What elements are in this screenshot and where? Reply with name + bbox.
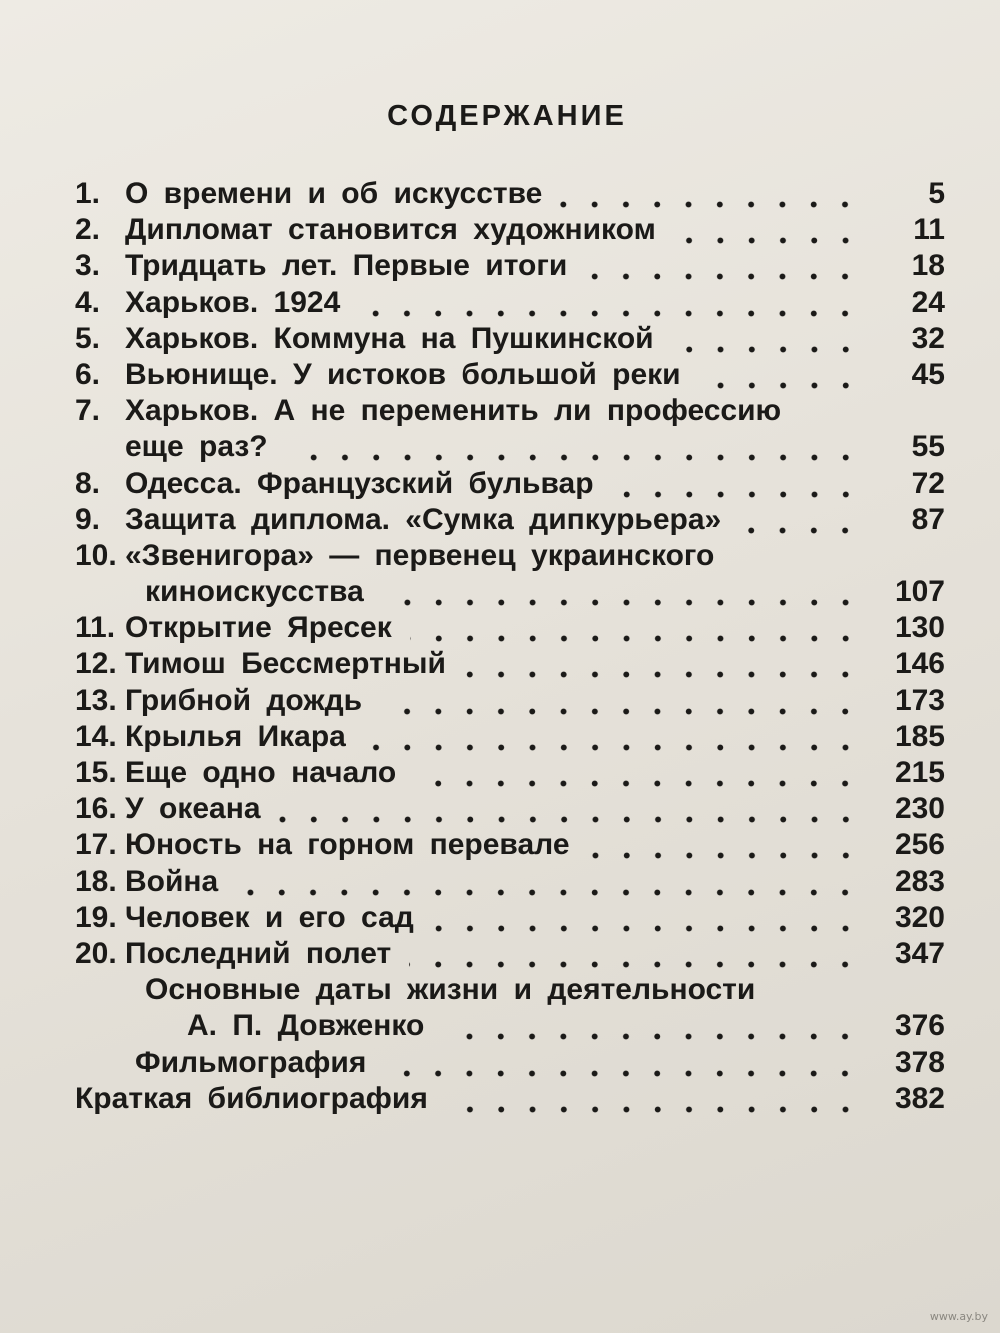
- toc-row: [75, 212, 945, 248]
- chapter-number: 7.: [75, 394, 101, 428]
- page-number: 146: [894, 647, 945, 681]
- chapter-number: 10.: [75, 538, 117, 572]
- chapter-title: Одесса. Французский бульвар: [125, 466, 594, 500]
- page-number: 55: [911, 430, 945, 464]
- page-number: 382: [894, 1081, 945, 1115]
- chapter-title: Еще одно начало: [125, 756, 397, 789]
- dot-leader: [612, 466, 861, 502]
- chapter-title: киноискусства: [145, 575, 364, 609]
- dot-leader: [364, 719, 861, 755]
- page-number: 376: [894, 1009, 945, 1043]
- chapter-number: 4.: [75, 285, 101, 319]
- dot-leader: [672, 321, 861, 357]
- toc-row: [75, 285, 945, 321]
- toc-row: [75, 936, 945, 972]
- dot-leader: [410, 610, 861, 646]
- dot-leader: [286, 429, 861, 465]
- page-title: СОДЕРЖАНИЕ: [387, 100, 627, 132]
- toc-row: [75, 466, 945, 502]
- dot-leader: [358, 285, 861, 321]
- page-number: 130: [894, 611, 945, 645]
- dot-leader: [446, 1081, 861, 1117]
- page-number: 347: [894, 936, 945, 970]
- toc-row: [75, 248, 945, 284]
- toc-row: [75, 827, 945, 863]
- chapter-title: Открытие Яресек: [125, 611, 392, 645]
- toc-row: [75, 321, 945, 357]
- dot-leader: [414, 755, 861, 791]
- page-number: 72: [911, 466, 945, 500]
- toc-row: [75, 610, 945, 646]
- toc-row-appendix: [75, 1045, 945, 1081]
- page-number: 11: [913, 213, 945, 247]
- toc-row-continuation: [75, 574, 945, 610]
- chapter-number: 14.: [75, 719, 117, 753]
- page-number: 173: [894, 683, 945, 717]
- page-number: 87: [911, 502, 945, 536]
- chapter-number: 19.: [75, 900, 117, 934]
- chapter-title: Война: [125, 864, 219, 898]
- chapter-number: 5.: [75, 321, 101, 355]
- chapter-title: Краткая библиография: [75, 1081, 428, 1115]
- toc-row: [75, 900, 945, 936]
- dot-leader: [442, 1008, 861, 1044]
- chapter-title: Харьков. 1924: [125, 285, 341, 319]
- chapter-title: Основные даты жизни и деятельности: [145, 973, 756, 1007]
- page-number: 215: [894, 756, 945, 789]
- dot-leader: [674, 212, 861, 248]
- chapter-title: У океана: [125, 792, 261, 826]
- dot-leader: [380, 683, 861, 719]
- toc-row-appendix: [75, 972, 945, 1008]
- chapter-number: 15.: [75, 756, 117, 789]
- chapter-number: 17.: [75, 828, 117, 862]
- watermark: www.ay.by: [929, 1310, 988, 1323]
- toc-row: [75, 538, 945, 574]
- toc-row: [75, 719, 945, 755]
- page-number: 320: [894, 900, 945, 934]
- toc-row: [75, 357, 945, 393]
- chapter-number: 9.: [75, 502, 101, 536]
- chapter-number: 20.: [75, 936, 117, 970]
- chapter-title: Крылья Икара: [125, 719, 346, 753]
- page-number: 32: [911, 321, 945, 355]
- chapter-number: 12.: [75, 647, 117, 681]
- toc-row-continuation: [75, 429, 945, 465]
- chapter-number: 6.: [75, 357, 101, 391]
- chapter-number: 2.: [75, 213, 101, 247]
- chapter-title: Юность на горном перевале: [125, 828, 570, 862]
- dot-leader: [409, 936, 861, 972]
- chapter-number: 11.: [75, 611, 116, 645]
- toc-row: [75, 755, 945, 791]
- page-number: 185: [894, 719, 945, 753]
- chapter-title: Дипломат становится художником: [125, 213, 656, 247]
- toc-row: [75, 864, 945, 900]
- page-number: 18: [911, 249, 945, 283]
- page-number: 5: [928, 177, 945, 210]
- table-of-contents: [75, 176, 945, 1117]
- toc-row-appendix: [75, 1081, 945, 1117]
- chapter-number: 13.: [75, 683, 117, 717]
- chapter-title: еще раз?: [125, 430, 268, 464]
- page-number: 230: [894, 792, 945, 826]
- chapter-title: А. П. Довженко: [187, 1009, 425, 1043]
- page-number: 107: [894, 575, 945, 609]
- toc-row: [75, 791, 945, 827]
- page-number: 45: [911, 357, 945, 391]
- toc-row: [75, 683, 945, 719]
- chapter-title: Человек и его сад: [125, 900, 414, 934]
- dot-leader: [560, 176, 861, 212]
- page-number: 378: [894, 1045, 945, 1079]
- page-number: 24: [911, 285, 945, 319]
- chapter-title: Тимош Бессмертный: [125, 647, 446, 681]
- dot-leader: [588, 827, 861, 863]
- chapter-number: 16.: [75, 792, 117, 826]
- chapter-title: Вьюнище. У истоков большой реки: [125, 357, 681, 391]
- dot-leader: [432, 900, 861, 936]
- chapter-title: Грибной дождь: [125, 683, 363, 717]
- chapter-number: 1.: [75, 177, 101, 210]
- toc-row: [75, 176, 945, 212]
- dot-leader: [279, 791, 861, 827]
- chapter-title: Последний полет: [125, 936, 392, 970]
- dot-leader: [236, 864, 861, 900]
- chapter-number: 8.: [75, 466, 101, 500]
- dot-leader: [585, 248, 861, 284]
- dot-leader: [699, 357, 861, 393]
- dot-leader: [384, 1045, 861, 1081]
- chapter-title: Фильмография: [135, 1045, 367, 1079]
- chapter-title: Харьков. А не переменить ли профессию: [125, 394, 782, 428]
- chapter-title: Защита диплома. «Сумка дипкурьера»: [125, 502, 722, 536]
- chapter-title: О времени и об искусстве: [125, 177, 543, 210]
- toc-row: [75, 646, 945, 682]
- dot-leader: [739, 502, 861, 538]
- chapter-title: Харьков. Коммуна на Пушкинской: [125, 321, 654, 355]
- chapter-title: Тридцать лет. Первые итоги: [125, 249, 568, 283]
- chapter-title: «Звенигора» — первенец украинского: [125, 538, 715, 572]
- page-number: 283: [894, 864, 945, 898]
- page-number: 256: [894, 828, 945, 862]
- dot-leader: [382, 574, 861, 610]
- toc-row: [75, 393, 945, 429]
- chapter-number: 18.: [75, 864, 117, 898]
- toc-row-appendix: [75, 1008, 945, 1044]
- toc-row: [75, 502, 945, 538]
- dot-leader: [464, 646, 861, 682]
- chapter-number: 3.: [75, 249, 101, 283]
